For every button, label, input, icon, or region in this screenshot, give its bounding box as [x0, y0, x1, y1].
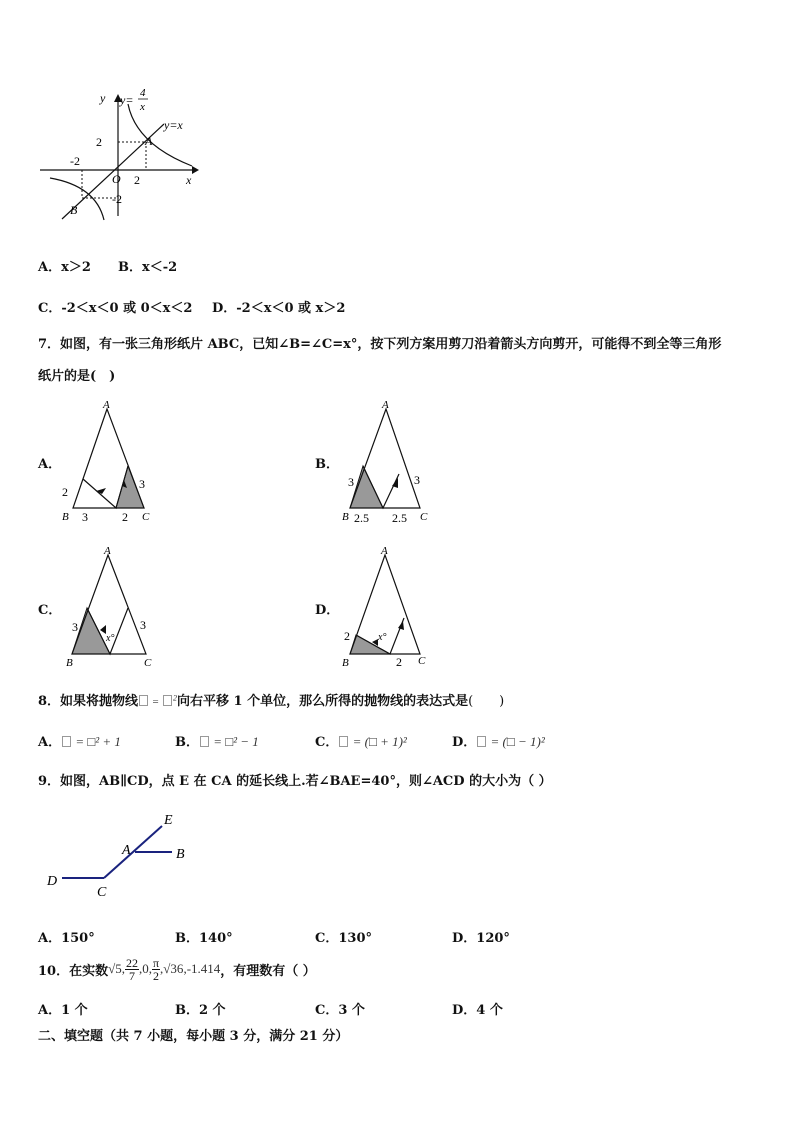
fraction-22-7: $\frac{22}{7}$ — [125, 955, 138, 983]
side-label: 2.5 — [354, 511, 369, 524]
q6-option-d: D．-2＜x＜0 或 x＞2 — [212, 301, 346, 316]
q7-stem-line1: 7．如图，有一张三角形纸片 ABC，已知∠B=∠C=x°，按下列方案用剪刀沿着箭头方向剪开，可能得不到全等三角形 — [38, 337, 722, 352]
side-label: 3 — [72, 620, 78, 634]
q10-option-b: B．2 个 — [175, 1003, 226, 1018]
curve-label-numerator: 4 — [140, 87, 146, 99]
vertex-a: A — [103, 399, 110, 411]
curve-label-prefix: y= — [120, 93, 134, 107]
q6-option-b: B．x＜-2 — [118, 260, 178, 275]
q7-option-d-label: D． — [315, 603, 340, 618]
tick-2-x: 2 — [134, 173, 140, 187]
q8-option-b: B． = □² − 1 — [175, 734, 259, 750]
vertex-c: C — [144, 657, 152, 669]
point-a-label: A — [145, 134, 153, 148]
curve-label-denominator: x — [140, 101, 145, 113]
q9-parallel-lines-figure — [40, 806, 210, 902]
q8-stem — [38, 690, 504, 709]
number-zero: 0 — [142, 961, 149, 976]
side-label: 2 — [344, 629, 350, 643]
q8-option-c: C． = (□ + 1)² — [315, 734, 407, 750]
tick-neg2-y: -2 — [112, 192, 122, 206]
side-label: 2 — [62, 485, 68, 499]
math-placeholder-icon — [139, 695, 148, 706]
q9-option-b: B．140° — [175, 931, 233, 946]
point-b-label: B — [70, 203, 78, 217]
section-heading: 二、填空题（共 7 小题，每小题 3 分，满分 21 分） — [38, 1029, 349, 1044]
hyperbola-first-quadrant — [128, 104, 192, 166]
vertex-a: A — [381, 545, 388, 557]
q8-stem-pre: 8．如果将抛物线 — [38, 694, 139, 709]
angle-label: x° — [106, 633, 115, 644]
q7-option-c-label: C． — [38, 603, 62, 618]
q7-stem-line2: 纸片的是( ) — [38, 369, 116, 384]
y-axis-label: y — [100, 91, 106, 105]
q7-option-b-label: B． — [315, 457, 339, 472]
q8-option-a: A． = □² + 1 — [38, 734, 121, 750]
vertex-c: C — [420, 511, 428, 523]
q6-option-a: A．x＞2 — [38, 260, 91, 275]
q7-figure-c — [60, 542, 170, 670]
math-placeholder-icon — [339, 736, 348, 747]
side-label: 3 — [140, 618, 146, 632]
math-placeholder-icon — [62, 736, 71, 747]
q6-option-c: C．-2＜x＜0 或 0＜x＜2 — [38, 301, 193, 316]
q10-option-d: D．4 个 — [452, 1003, 503, 1018]
side-label: 3 — [348, 475, 354, 489]
origin-label: O — [112, 172, 121, 186]
side-label: 3 — [82, 510, 88, 524]
math-placeholder-icon — [200, 736, 209, 747]
x-axis-label: x — [186, 173, 192, 187]
point-a-label: A — [122, 843, 131, 858]
q10-option-c: C．3 个 — [315, 1003, 365, 1018]
cut-arrow-icon — [96, 488, 106, 494]
line-label: y=x — [164, 118, 183, 132]
vertex-b: B — [342, 511, 349, 523]
side-label: 2 — [122, 510, 128, 524]
q10-stem: 10．在实数 √5 , $\frac{22}{7}$ , 0 , $\frac{\pi}{2}$ , √36 , -1.414 ，有理数有（ ） — [38, 955, 316, 983]
math-placeholder-icon — [163, 695, 172, 706]
angle-label: x° — [378, 632, 387, 643]
q7-figure-b — [336, 396, 446, 524]
tick-2-y: 2 — [96, 135, 102, 149]
q8-option-d: D． = (□ − 1)² — [452, 734, 545, 750]
x-axis-arrow-icon — [192, 166, 199, 174]
vertex-b: B — [342, 657, 349, 669]
fraction-pi-2: $\frac{\pi}{2}$ — [152, 955, 160, 983]
q8-answer-blank: ( ) — [468, 694, 505, 709]
side-label: 3 — [139, 477, 145, 491]
number-neg-1414: -1.414 — [186, 961, 221, 976]
q7-figure-a — [56, 396, 166, 524]
q8-formula: = $^2$ — [138, 696, 177, 708]
point-d-label: D — [47, 874, 58, 889]
point-b-label: B — [176, 847, 185, 862]
function-graph-figure — [36, 86, 206, 222]
number-sqrt36: √36 — [163, 961, 184, 976]
q9-option-d: D．120° — [452, 931, 510, 946]
vertex-c: C — [142, 511, 150, 523]
q10-option-a: A．1 个 — [38, 1003, 88, 1018]
vertex-a: A — [104, 545, 111, 557]
vertex-c: C — [418, 655, 426, 667]
side-label: 2.5 — [392, 511, 407, 524]
vertex-b: B — [62, 511, 69, 523]
side-label: 3 — [414, 473, 420, 487]
point-c-label: C — [97, 885, 107, 900]
cut-arrow-icon — [398, 621, 404, 630]
q7-option-a-label: A． — [38, 457, 62, 472]
math-placeholder-icon — [477, 736, 486, 747]
q8-stem-post: 向右平移 1 个单位，那么所得的抛物线的表达式是 — [176, 694, 469, 709]
side-label: 2 — [396, 655, 402, 669]
q9-option-a: A．150° — [38, 931, 95, 946]
number-sqrt5: √5 — [108, 961, 122, 976]
q9-option-c: C．130° — [315, 931, 372, 946]
vertex-a: A — [382, 399, 389, 411]
q9-stem: 9．如图，AB∥CD，点 E 在 CA 的延长线上.若∠BAE=40°，则∠ACD 的大小为（ ） — [38, 774, 552, 789]
point-e-label: E — [164, 813, 173, 828]
q7-figure-d — [336, 542, 446, 670]
vertex-b: B — [66, 657, 73, 669]
tick-neg2-x: -2 — [70, 154, 80, 168]
